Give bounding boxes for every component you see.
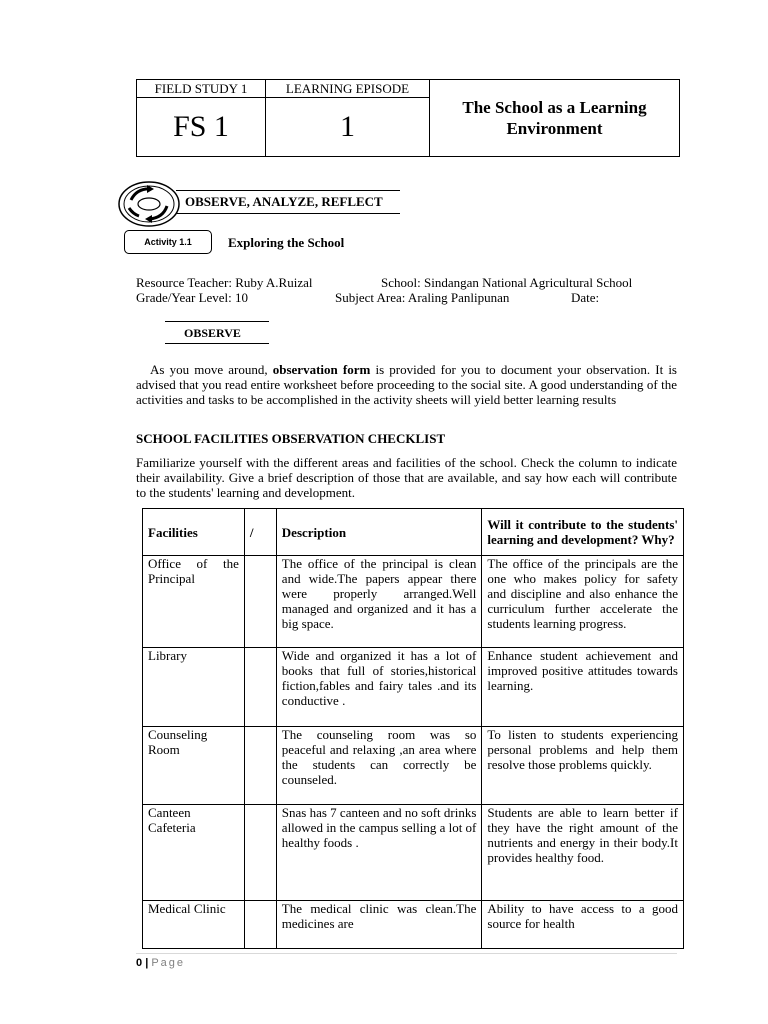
page-number: 0 [136,957,143,969]
page-footer [136,957,185,969]
checklist-heading: SCHOOL FACILITIES OBSERVATION CHECKLIST [136,431,446,446]
description-cell: Wide and organized it has a lot of books that full of stories,historical fiction,fables and fairy tales .and its conductive . [276,648,482,727]
subject-area: Subject Area: Araling Panlipunan [335,290,510,305]
facility-cell: Canteen Cafeteria [143,805,245,901]
facility-cell: Counseling Room [143,727,245,805]
check-cell[interactable] [244,805,276,901]
contribution-cell: Enhance student achievement and improved positive attitudes towards learning. [482,648,684,727]
facility-cell: Office of the Principal [143,556,245,648]
resource-teacher: Resource Teacher: Ruby A.Ruizal [136,275,313,290]
description-cell: The office of the principal is clean and wide.The papers appear there were properly arranged.Well managed and organized and it has a big space. [276,556,482,648]
facility-cell: Medical Clinic [143,901,245,949]
table-row [143,648,684,727]
learning-episode-value: 1 [266,98,430,157]
facilities-table [142,508,684,949]
check-cell[interactable] [244,901,276,949]
description-cell: The counseling room was so peaceful and relaxing ,an area where the students can correctly be counseled. [276,727,482,805]
table-row [143,727,684,805]
contribution-header: Will it contribute to the students' learning and development? Why? [482,509,684,556]
section-banner: OBSERVE, ANALYZE, REFLECT [185,194,383,209]
description-header: Description [276,509,482,556]
contribution-cell: To listen to students experiencing personal problems and help them resolve those problems quickly. [482,727,684,805]
learning-episode-label: LEARNING EPISODE [266,80,430,98]
banner-top-rule [176,190,400,191]
grade-level: Grade/Year Level: 10 [136,290,249,305]
check-cell[interactable] [244,648,276,727]
check-header: / [244,509,276,556]
episode-title-line1: The School as a Learning [462,98,647,117]
page-word: Page [151,957,186,969]
contribution-cell: The office of the principals are the one who makes policy for safety and discipline and also enhance the curriculum further accelerate the students learning progress. [482,556,684,648]
episode-title-line2: Environment [506,119,603,138]
facilities-header: Facilities [143,509,245,556]
description-cell: Snas has 7 canteen and no soft drinks allowed in the campus selling a lot of healthy foods . [276,805,482,901]
school-name: School: Sindangan National Agricultural School [381,275,633,290]
observe-label: OBSERVE [184,326,241,340]
checklist-instructions: Familiarize yourself with the different areas and facilities of the school. Check the column to indicate their availability. Give a brief description of those that are available, and say how each will contribute to the students' learning and development. [136,455,677,500]
activity-badge: Activity 1.1 [124,230,212,254]
description-cell: The medical clinic was clean.The medicines are [276,901,482,949]
episode-title [430,80,680,157]
intro-paragraph [136,362,677,407]
intro-emphasis: observation form [272,362,371,377]
activity-title: Exploring the School [228,235,345,250]
field-study-value: FS 1 [137,98,266,157]
table-header-row [143,509,684,556]
contribution-cell: Ability to have access to a good source for health [482,901,684,949]
cycle-emblem-icon [117,180,181,228]
observe-top-rule [165,321,269,322]
contribution-cell: Students are able to learn better if they have the right amount of the nutrients and energy in their body.It provides healthy food. [482,805,684,901]
check-cell[interactable] [244,727,276,805]
table-row [143,556,684,648]
field-study-label: FIELD STUDY 1 [137,80,266,98]
banner-bottom-rule [176,213,400,214]
date-label: Date: [571,290,600,305]
table-row [143,901,684,949]
intro-text-start: As you move around, [150,362,273,377]
facility-cell: Library [143,648,245,727]
footer-rule [136,953,677,954]
page-separator: | [145,957,149,969]
table-row [143,805,684,901]
header-table [136,79,680,157]
check-cell[interactable] [244,556,276,648]
intro-text-rest: is provided for you to document your observation. It is advised that you read entire worksheet before proceeding to the social site. A good understanding of the activities and tasks to be accomplished in the activity sheets will yield better learning results [136,362,677,407]
observe-bottom-rule [165,343,269,344]
